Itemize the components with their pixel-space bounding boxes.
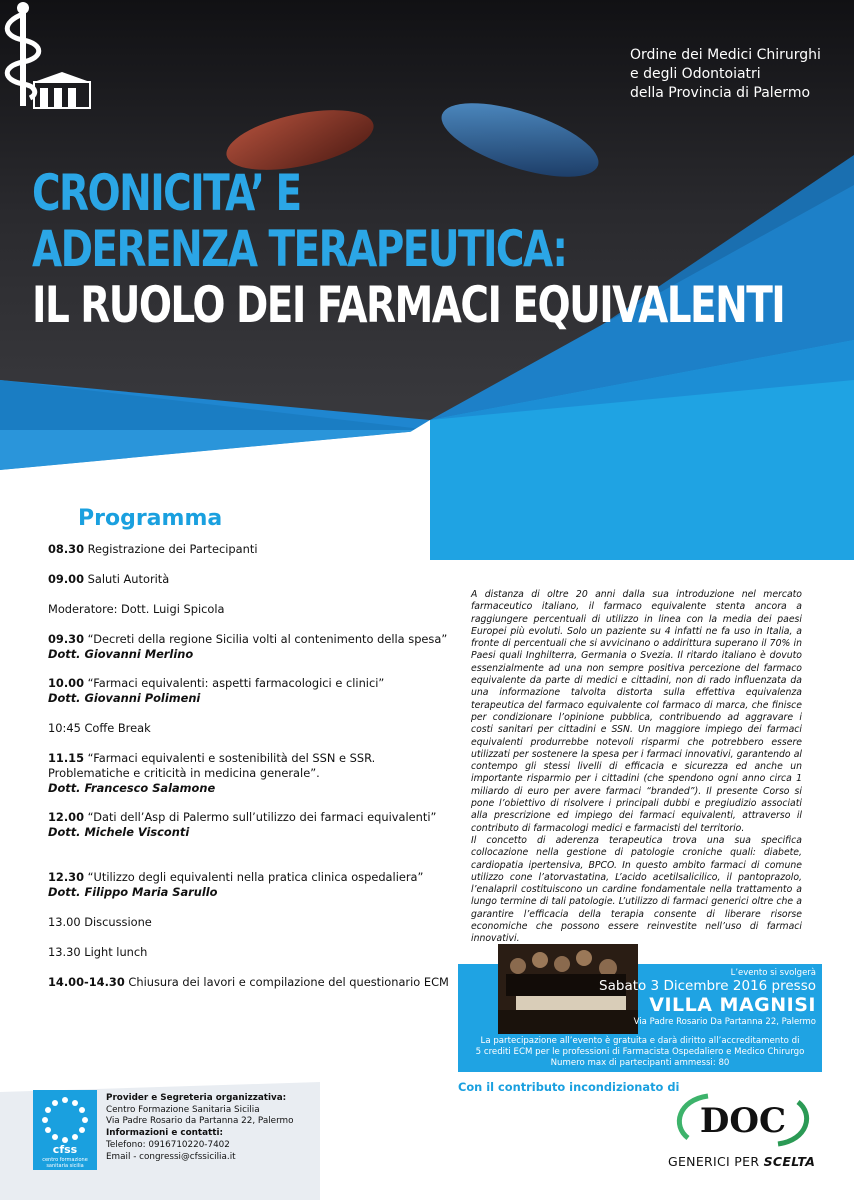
item-text: “Utilizzo degli equivalenti nella pratica clinica ospedaliera” bbox=[84, 870, 424, 884]
abstract-text bbox=[471, 589, 802, 946]
item-speaker: Dott. Giovanni Merlino bbox=[48, 647, 194, 661]
program-item bbox=[48, 632, 447, 662]
title-line-3: IL RUOLO DEI FARMACI EQUIVALENTI bbox=[32, 276, 785, 334]
provider-phone: Telefono: 0916710220-7402 bbox=[106, 1139, 230, 1150]
event-venue: VILLA MAGNISI bbox=[649, 994, 816, 1016]
doc-logo bbox=[668, 1090, 818, 1150]
program-item bbox=[48, 542, 258, 557]
program-heading: Programma bbox=[78, 506, 223, 531]
cfss-dots-icon bbox=[33, 1090, 97, 1170]
cfss-logo bbox=[33, 1090, 97, 1170]
item-speaker: Dott. Francesco Salamone bbox=[48, 781, 216, 795]
cfss-logo-sub-2: sanitaria sicilia bbox=[46, 1163, 84, 1169]
item-time: 12.30 bbox=[48, 870, 85, 884]
item-speaker: Dott. Michele Visconti bbox=[48, 825, 190, 839]
cfss-logo-text: cfss bbox=[52, 1143, 78, 1156]
event-note: L’evento si svolgerà bbox=[730, 968, 816, 978]
item-text: “Decreti della regione Sicilia volti al contenimento della spesa” bbox=[84, 632, 448, 646]
doc-tagline-a: GENERICI PER bbox=[668, 1154, 764, 1169]
item-text: “Dati dell’Asp di Palermo sull’utilizzo dei farmaci equivalenti” bbox=[84, 810, 437, 824]
event-info bbox=[458, 1036, 822, 1069]
provider-heading: Provider e Segreteria organizzativa: bbox=[106, 1093, 287, 1103]
program-item bbox=[48, 572, 169, 587]
program-item bbox=[48, 870, 423, 900]
item-text: “Farmaci equivalenti: aspetti farmacologici e clinici” bbox=[84, 676, 385, 690]
cfss-logo-sub-1: centro formazione bbox=[42, 1157, 88, 1163]
poster-title bbox=[32, 165, 854, 333]
item-text-2: Problematiche e criticità in medicina generale”. bbox=[48, 766, 320, 780]
title-line-1: CRONICITA’ E bbox=[32, 164, 301, 222]
item-time: 11.15 bbox=[48, 751, 85, 765]
lunch: 13.30 Light lunch bbox=[48, 945, 148, 959]
org-line-3: della Provincia di Palermo bbox=[630, 85, 811, 101]
event-address: Via Padre Rosario Da Partanna 22, Palermo bbox=[633, 1017, 816, 1027]
item-time: 08.30 bbox=[48, 542, 85, 556]
org-line-1: Ordine dei Medici Chirurghi bbox=[630, 47, 821, 63]
coffee-break: 10:45 Coffe Break bbox=[48, 721, 151, 735]
event-box bbox=[458, 964, 822, 1072]
org-name bbox=[630, 46, 821, 103]
item-time: 14.00-14.30 bbox=[48, 975, 125, 989]
org-line-2: e degli Odontoiatri bbox=[630, 66, 761, 82]
program-item bbox=[48, 975, 449, 990]
provider-address: Via Padre Rosario da Partanna 22, Palermo bbox=[106, 1116, 294, 1127]
provider-info bbox=[106, 1093, 294, 1163]
doc-logo-text: DOC bbox=[699, 1101, 787, 1141]
program-item bbox=[48, 810, 436, 840]
item-time: 09.00 bbox=[48, 572, 85, 586]
contacts-heading: Informazioni e contatti: bbox=[106, 1128, 224, 1139]
hero-banner bbox=[0, 0, 854, 560]
moderator: Moderatore: Dott. Luigi Spicola bbox=[48, 602, 225, 616]
item-time: 10.00 bbox=[48, 676, 85, 690]
program-item bbox=[48, 676, 384, 706]
event-info-line-2: 5 crediti ECM per le professioni di Farmacista Ospedaliero e Medico Chirurgo bbox=[475, 1047, 805, 1057]
provider-email: Email - congressi@cfssicilia.it bbox=[106, 1151, 236, 1162]
abstract-paragraph-1: A distanza di oltre 20 anni dalla sua introduzione nel mercato farmaceutico italiano, il farmaco equivalente stenta ancora a raggiungere percentuali di utilizzo in linea con la media dei paesi Europei più evoluti. Solo un paziente su 4 infatti ne fa uso in Italia, a fronte di percentuali che si avvicinano o addirittura superano il 70% in Paesi quali Inghilterra, Germania o Svezia. Il ritardo italiano è dovuto essenzialmente ad una non sempre positiva percezione del farmaco equivalente da parte di medici e cittadini, non di rado influenzata da una informazione talvolta distorta sulla effettiva equivalenza terapeutica del farmaco equivalente col farmaco di marca, che finisce per condizionare l’opinione pubblica, contribuendo ad aggravare i costi sanitari per cittadini e SSN. Un maggiore impiego dei farmaci equivalenti produrrebbe notevoli risparmi che potrebbero essere utilizzati per sostenere la spesa per i farmaci innovativi, garantendo al contempo gli stessi livelli di efficacia e sicurezza ed anche un importante risparmio per i cittadini (che spendono ogni anno circa 1 miliardo di euro per avere farmaci “branded”). Il presente Corso si pone l’obiettivo di risolvere i principali dubbi e pregiudizio associati alla prescrizione ed impiego dei farmaci equivalenti, attraverso il contributo di farmacologi medici e farmacisti del territorio. bbox=[471, 589, 802, 834]
discussion: 13.00 Discussione bbox=[48, 915, 152, 929]
item-text: Chiusura dei lavori e compilazione del questionario ECM bbox=[124, 975, 449, 989]
title-line-2: ADERENZA TERAPEUTICA: bbox=[32, 220, 567, 278]
item-speaker: Dott. Giovanni Polimeni bbox=[48, 691, 201, 705]
item-time: 12.00 bbox=[48, 810, 85, 824]
event-date: Sabato 3 Dicembre 2016 presso bbox=[599, 978, 816, 994]
item-text: “Farmaci equivalenti e sostenibilità del SSN e SSR. bbox=[84, 751, 376, 765]
item-text: Saluti Autorità bbox=[84, 572, 170, 586]
program-item bbox=[48, 751, 375, 796]
item-text: Registrazione dei Partecipanti bbox=[84, 542, 258, 556]
doc-tagline bbox=[668, 1154, 815, 1169]
event-info-line-3: Numero max di partecipanti ammessi: 80 bbox=[550, 1058, 730, 1068]
doc-tagline-b: SCELTA bbox=[763, 1154, 816, 1169]
sponsor-note: Con il contributo incondizionato di bbox=[458, 1080, 680, 1094]
provider-name: Centro Formazione Sanitaria Sicilia bbox=[106, 1104, 260, 1115]
item-time: 09.30 bbox=[48, 632, 85, 646]
abstract-paragraph-2: Il concetto di aderenza terapeutica trova una sua specifica collocazione nella gestione di patologie croniche quali: diabete, cardiopatia ipertensiva, BPCO. In questo ambito farmaci di comune utilizzo cone l’atorvastatina, L’acido acetilsalicilico, il pantoprazolo, l’enalapril costituiscono un cardine fondamentale nella trattamento a lungo termine di tali patologie. L’utilizzo di farmaci generici oltre che a garantire l’efficacia della terapia consente di liberare risorse economiche che possono essere reinvestite nell’uso di farmaci innovativi. bbox=[471, 834, 802, 945]
event-info-line-1: La partecipazione all’evento è gratuita e darà diritto all’accreditamento di bbox=[480, 1036, 800, 1046]
caduceus-logo bbox=[0, 0, 92, 112]
item-speaker: Dott. Filippo Maria Sarullo bbox=[48, 885, 218, 899]
